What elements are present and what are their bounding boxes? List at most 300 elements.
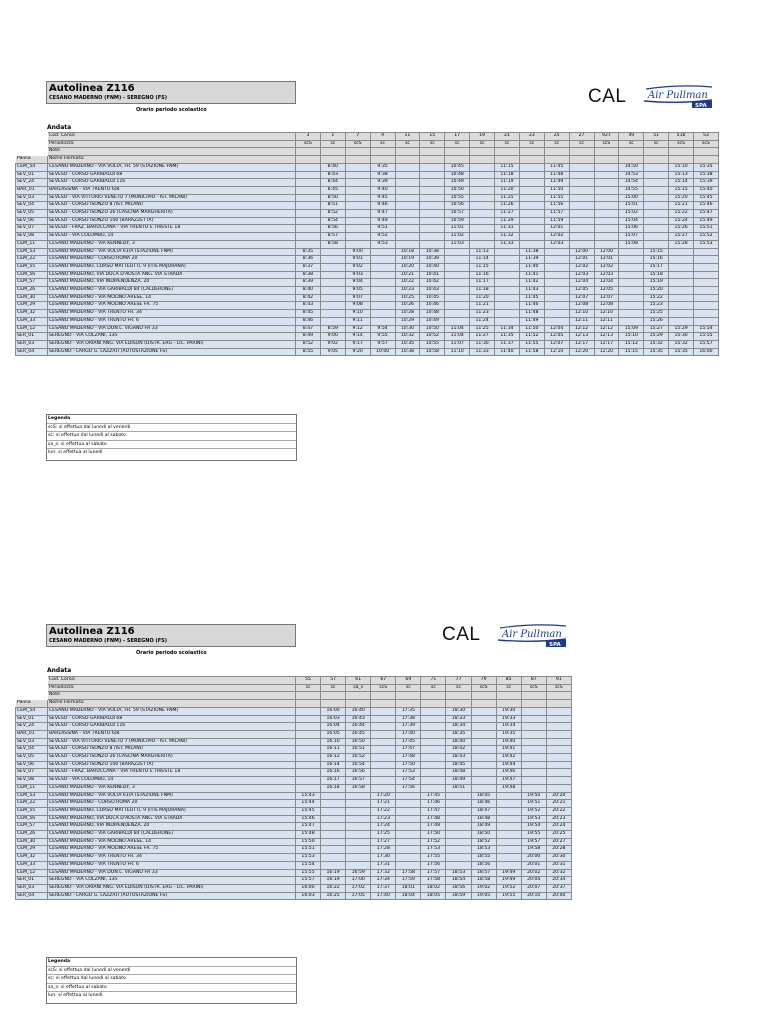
departure-time: 20:01 [521,861,546,869]
run-period: scS [521,684,546,692]
departure-time: 15:23 [644,302,669,310]
svg-text:Air Pullman: Air Pullman [648,90,708,101]
departure-time: 17:20 [371,792,396,800]
departure-time: 16:05 [321,730,346,738]
departure-time: 20:02 [521,869,546,877]
stop-name: SEVESO - FRAZ. BARUCCANA - VIA TRENTO E TRIESTE 18 [48,225,296,233]
departure-time: 15:10 [619,333,644,341]
departure-time: 8:58 [320,240,345,248]
departure-time [619,263,644,271]
departure-time [371,738,396,746]
departure-time [445,256,470,264]
departure-time: 10:57 [445,210,470,218]
departure-time: 15:28 [669,240,694,248]
departure-time [296,738,321,746]
departure-time: 15:27 [644,325,669,333]
departure-time [471,746,496,754]
departure-time: 11:37 [495,340,520,348]
departure-time [669,271,694,279]
stop-name: SEREGNO - LARGO G. LAZZATI (AUTOSTAZIONE FS) [48,348,296,356]
run-code: 57 [321,677,346,685]
departure-time: 8:40 [296,287,321,295]
departure-time: 12:04 [594,279,619,287]
departure-time [594,202,619,210]
departure-time: 8:49 [296,333,321,341]
departure-time: 17:45 [421,792,446,800]
departure-time: 8:42 [296,294,321,302]
departure-time [421,730,446,738]
departure-time: 18:02 [421,884,446,892]
departure-time [569,217,594,225]
departure-time [320,317,345,325]
departure-time [445,271,470,279]
departure-time [521,723,546,731]
departure-time: 9:05 [345,287,370,295]
departure-time: 15:15 [619,348,644,356]
cal-logo: CAL [442,624,481,645]
stop-palina: SEV_01 [16,715,48,723]
departure-time [694,248,719,256]
departure-time: 17:40 [396,730,421,738]
departure-time [420,163,445,171]
run-period: sc [619,140,644,148]
departure-time [470,186,495,194]
stop-name: SEVESO - VIA COLOMBO, 14 [48,233,296,241]
departure-time: 18:56 [471,861,496,869]
departure-time [519,194,544,202]
departure-time: 11:14 [470,256,495,264]
stop-row [16,233,719,241]
departure-time [644,163,669,171]
departure-time [296,761,321,769]
departure-time: 12:10 [544,348,569,356]
departure-time [396,800,421,808]
run-period: scS [371,684,396,692]
departure-time: 19:49 [496,877,521,885]
departure-time [296,707,321,715]
departure-time [296,746,321,754]
run-period: sc [544,140,569,148]
departure-time: 9:55 [370,333,395,341]
departure-time [644,179,669,187]
departure-time [544,310,569,318]
departure-time: 9:20 [345,348,370,356]
run-code: 55 [296,677,321,685]
departure-time [396,831,421,839]
departure-time [371,730,396,738]
departure-time: 10:45 [445,163,470,171]
run-code: 11 [395,133,420,141]
departure-time: 19:51 [521,800,546,808]
departure-time: 8:44 [320,179,345,187]
stop-palina: SER_04 [16,348,48,356]
departure-time [320,279,345,287]
departure-time: 11:40 [495,348,520,356]
departure-time: 17:28 [371,846,396,854]
period-label: Orario periodo scolastico [136,107,207,113]
departure-time: 10:55 [445,194,470,202]
departure-time: 17:58 [421,877,446,885]
departure-time: 16:58 [346,784,371,792]
departure-time [420,233,445,241]
departure-time: 9:39 [370,179,395,187]
note-label: Note [48,148,296,156]
departure-time [496,846,521,854]
departure-time: 15:50 [296,838,321,846]
departure-time: 10:21 [395,271,420,279]
note-row [16,148,719,156]
departure-time: 16:45 [346,730,371,738]
departure-time: 11:33 [495,240,520,248]
departure-time [446,823,471,831]
stop-name: SEVESO - VIA COLOMBO, 14 [48,777,296,785]
line-title: Autolinea Z116 [49,626,135,637]
departure-time: 17:58 [396,869,421,877]
departure-time: 11:38 [519,248,544,256]
departure-time [395,210,420,218]
departure-time: 10:45 [420,294,445,302]
departure-time: 15:17 [644,263,669,271]
departure-time: 10:50 [445,186,470,194]
departure-time: 17:24 [371,823,396,831]
run-code: 51b [669,133,694,141]
periods-row [16,684,572,692]
departure-time: 12:02 [544,233,569,241]
departure-time: 17:00 [346,877,371,885]
departure-time [521,777,546,785]
svg-text:SPA: SPA [549,642,561,648]
run-code: 77 [446,677,471,685]
departure-time [644,240,669,248]
departure-time [495,310,520,318]
departure-time: 17:48 [396,754,421,762]
departure-time: 11:03 [445,240,470,248]
stop-name: SEREGNO - LARGO G. LAZZATI (AUTOSTAZIONE FS) [48,892,296,900]
departure-time [694,263,719,271]
stop-palina: SER_04 [16,892,48,900]
run-period: sa_s [346,684,371,692]
departure-time: 20:28 [546,846,571,854]
stop-name: SEVESO - CORSO GARIBALDI 116 [48,179,296,187]
departure-time: 10:43 [420,287,445,295]
departure-time: 18:47 [471,807,496,815]
departure-time: 11:46 [519,302,544,310]
run-code: 19 [470,133,495,141]
departure-time: 15:45 [694,194,719,202]
stop-palina: CEM_55 [16,807,48,815]
departure-time: 11:42 [519,279,544,287]
departure-time: 9:08 [345,302,370,310]
departure-time [619,294,644,302]
departure-time: 8:37 [296,263,321,271]
stop-palina: SEV_07 [16,225,48,233]
departure-time: 15:32 [669,340,694,348]
departure-time [544,294,569,302]
departure-time: 10:25 [395,294,420,302]
departure-time [495,271,520,279]
stop-row [16,348,719,356]
stop-row [16,333,719,341]
departure-time [519,163,544,171]
departure-time: 16:19 [321,877,346,885]
departure-time: 18:05 [421,892,446,900]
departure-time: 15:08 [619,240,644,248]
stop-palina: SER_01 [16,333,48,341]
stop-row [16,854,572,862]
departure-time [321,846,346,854]
stop-palina: CEM_30 [16,838,48,846]
departure-time [395,225,420,233]
departure-time [519,171,544,179]
departure-time [321,792,346,800]
departure-time [320,256,345,264]
departure-time: 18:04 [396,892,421,900]
stop-palina: CEM_30 [16,294,48,302]
departure-time: 17:22 [371,807,396,815]
stop-palina: SEV_04 [16,202,48,210]
departure-time [519,179,544,187]
departure-time [346,807,371,815]
departure-time: 11:32 [495,233,520,241]
departure-time: 19:30 [496,707,521,715]
airpullman-logo [494,622,568,648]
departure-time: 15:04 [619,217,644,225]
departure-time [495,287,520,295]
svg-text:SPA: SPA [695,103,707,109]
stop-palina: SEV_24 [16,179,48,187]
departure-time [470,179,495,187]
departure-time: 17:02 [346,884,371,892]
departure-time: 15:26 [669,225,694,233]
departure-time [421,769,446,777]
stop-row [16,707,572,715]
departure-time [345,240,370,248]
departure-time: 10:19 [395,256,420,264]
stop-palina: CEM_53 [16,248,48,256]
departure-time [619,271,644,279]
stop-name: SEVESO - CORSO ISONZO 8 (IST. MILANI) [48,202,296,210]
departure-time [420,186,445,194]
departure-time [569,225,594,233]
departure-time [420,240,445,248]
departure-time: 17:25 [371,831,396,839]
departure-time: 9:14 [345,333,370,341]
departure-time: 12:12 [594,325,619,333]
departure-time [569,171,594,179]
departure-time [445,302,470,310]
departure-time [471,715,496,723]
departure-time [496,800,521,808]
stop-name: SEREGNO - VIA COLZANI, 135 [48,877,296,885]
stop-palina: SEV_06 [16,761,48,769]
departure-time: 16:52 [346,754,371,762]
stop-row [16,340,719,348]
stop-palina: SEV_08 [16,777,48,785]
departure-time [669,248,694,256]
departure-time [594,233,619,241]
departure-time: 11:15 [470,263,495,271]
legend-item: sa_s: si effettua al sabato [47,440,296,449]
departure-time [669,310,694,318]
run-code: 69 [396,677,421,685]
departure-time [644,202,669,210]
departure-time [519,202,544,210]
departure-time: 12:00 [594,248,619,256]
departure-time [496,823,521,831]
departure-time [346,823,371,831]
departure-time: 18:01 [396,884,421,892]
departure-time [644,210,669,218]
stop-row [16,792,572,800]
departure-time: 12:08 [594,302,619,310]
departure-time: 15:15 [669,186,694,194]
departure-time [320,302,345,310]
periods-row [16,140,719,148]
departure-time [296,225,321,233]
departure-time [296,186,321,194]
legend-2 [46,957,297,1004]
stop-palina: BAR_01 [16,186,48,194]
stop-name: SEREGNO - VIA ORIANI ANG. VIA EDISON (DISTR. ERG - LIC. PARINI) [48,884,296,892]
departure-time [546,769,571,777]
departure-time [569,202,594,210]
departure-time: 10:48 [445,171,470,179]
departure-time: 15:54 [694,325,719,333]
departure-time [395,186,420,194]
departure-time [496,815,521,823]
departure-time: 15:00 [619,194,644,202]
departure-time: 15:35 [644,348,669,356]
departure-time: 15:48 [296,831,321,839]
departure-time: 11:56 [544,202,569,210]
departure-time [421,723,446,731]
departure-time [345,210,370,218]
departure-time: 14:54 [619,179,644,187]
departure-time [546,746,571,754]
departure-time [495,256,520,264]
departure-time [296,171,321,179]
departure-time [296,769,321,777]
direction-label: Andata [47,124,72,131]
departure-time: 8:43 [296,302,321,310]
departure-time: 11:55 [544,194,569,202]
departure-time [495,317,520,325]
stop-palina: SEV_06 [16,217,48,225]
stop-row [16,800,572,808]
departure-time: 18:33 [446,715,471,723]
departure-time: 15:02 [619,210,644,218]
departure-time: 15:26 [644,317,669,325]
departure-time [320,248,345,256]
departure-time [470,240,495,248]
departure-time [346,815,371,823]
departure-time: 9:52 [370,233,395,241]
departure-time: 10:49 [445,179,470,187]
departure-time: 11:39 [519,256,544,264]
departure-time [446,854,471,862]
departure-time: 9:17 [345,340,370,348]
departure-time [694,317,719,325]
run-period: sc [320,140,345,148]
departure-time [395,171,420,179]
stop-palina: CEM_53 [16,792,48,800]
departure-time [296,179,321,187]
run-period: scS [594,140,619,148]
departure-time: 15:29 [644,333,669,341]
departure-time [371,707,396,715]
departure-time: 16:59 [346,869,371,877]
cod-corsa-label: Cod. Corsa: [48,133,296,141]
departure-time [471,754,496,762]
departure-time [296,777,321,785]
stop-name: CESANO MADERNO, VIA INDIPENDENZA, 20 [48,279,296,287]
departure-time: 17:55 [421,854,446,862]
departure-time: 19:02 [471,884,496,892]
departure-time: 9:46 [370,202,395,210]
departure-time: 19:41 [496,746,521,754]
departure-time [421,746,446,754]
departure-time: 10:42 [420,279,445,287]
departure-time [521,738,546,746]
stop-name: CESANO MADERNO - VIA MOLINO ARESE FR. 75 [48,846,296,854]
departure-time: 17:56 [396,784,421,792]
departure-time: 9:57 [370,340,395,348]
departure-time: 15:52 [694,233,719,241]
departure-time [495,302,520,310]
departure-time [546,707,571,715]
stop-palina: CEM_12 [16,869,48,877]
departure-time [421,761,446,769]
departure-time [669,279,694,287]
departure-time: 9:35 [370,163,395,171]
departure-time: 9:47 [370,210,395,218]
departure-time [446,792,471,800]
departure-time: 8:39 [296,279,321,287]
departure-time: 15:09 [619,325,644,333]
departure-time [569,240,594,248]
departure-time: 15:15 [644,248,669,256]
stop-row [16,846,572,854]
departure-time [471,723,496,731]
departure-time [519,233,544,241]
departure-time [669,294,694,302]
departure-time: 17:27 [371,838,396,846]
departure-time [546,754,571,762]
departure-time: 16:57 [346,777,371,785]
stop-row [16,163,719,171]
departure-time [420,202,445,210]
timetable-2 [15,676,572,900]
departure-time: 17:50 [396,761,421,769]
departure-time [496,838,521,846]
departure-time [521,746,546,754]
departure-time: 19:54 [521,823,546,831]
departure-time: 9:45 [370,194,395,202]
stop-name: SEVESO - CORSO ISONZO 8 (IST. MILANI) [48,746,296,754]
departure-time: 15:35 [694,163,719,171]
departure-time [445,248,470,256]
departure-time: 18:45 [446,761,471,769]
run-code: 1 [320,133,345,141]
stop-palina: SER_03 [16,884,48,892]
run-code: 79 [471,677,496,685]
departure-time: 11:23 [470,310,495,318]
stop-palina: CEM_11 [16,240,48,248]
departure-time [396,861,421,869]
run-period: sc [495,140,520,148]
departure-time: 15:06 [619,225,644,233]
departure-time: 15:13 [669,171,694,179]
